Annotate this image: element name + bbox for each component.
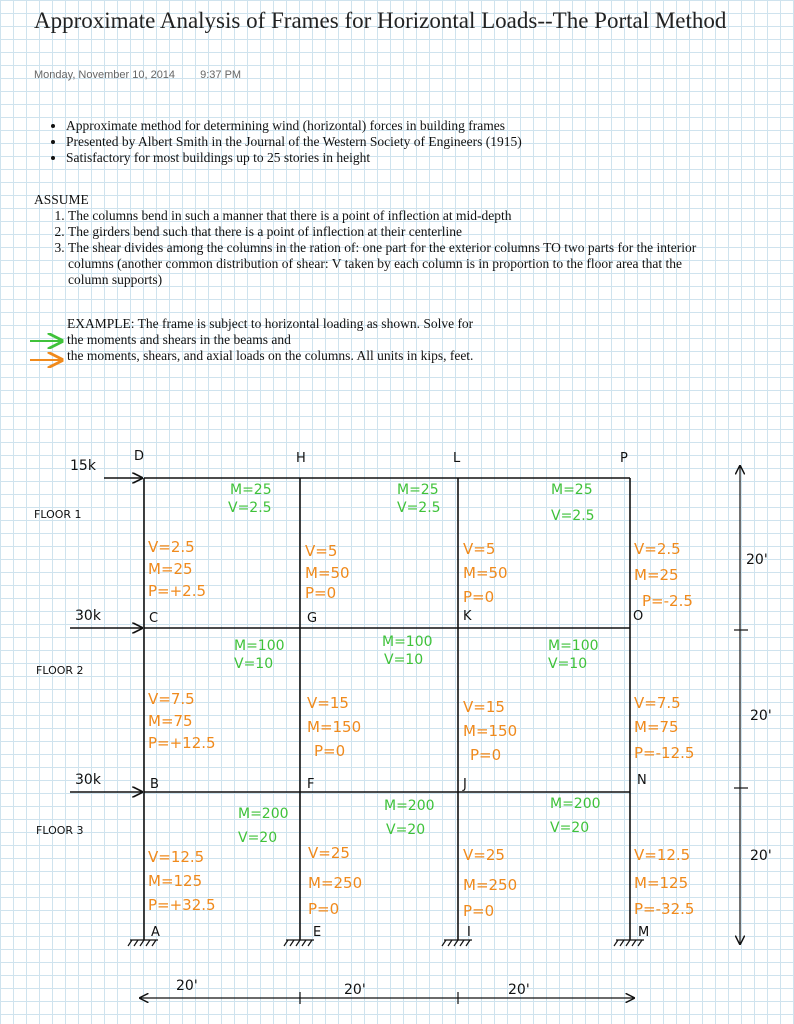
column-shear: V=5 [305, 542, 338, 560]
span-dimension [140, 992, 634, 1004]
fixed-support-icon [284, 940, 314, 946]
beam-moment: M=25 [551, 482, 593, 498]
node-label: L [453, 451, 461, 466]
column-shear: V=5 [463, 540, 496, 558]
load-label: 30k [75, 772, 101, 788]
beam-moment: M=100 [382, 634, 433, 650]
fixed-support-icon [128, 940, 158, 946]
beam-shear: V=10 [548, 656, 588, 672]
column-shear: V=25 [308, 844, 350, 862]
node-label: M [638, 925, 650, 940]
node-label: C [149, 611, 159, 626]
column-axial: P=0 [463, 902, 495, 920]
bullet-item: • Approximate method for determining wind (horizontal) forces in building frames [66, 118, 522, 134]
column-axial: P=0 [314, 742, 346, 760]
height-dimension [734, 466, 748, 944]
column-moment: M=250 [308, 874, 363, 892]
load-label: 15k [70, 458, 96, 474]
fixed-supports [128, 940, 644, 946]
column-moment: M=250 [463, 876, 518, 894]
beam-shear: V=2.5 [551, 508, 595, 524]
node-label: A [151, 925, 160, 940]
beam-shear: V=20 [238, 830, 278, 846]
assume-item: 1. The columns bend in such a manner that there is a point of inflection at mid-depth [68, 208, 718, 224]
beam-moment: M=25 [397, 482, 439, 498]
column-axial: P=0 [470, 746, 502, 764]
column-moment: M=150 [463, 722, 518, 740]
assume-heading: ASSUME [34, 192, 89, 207]
column-axial: P=-2.5 [642, 592, 693, 610]
span-label: 20' [176, 978, 198, 994]
load-arrows [70, 478, 142, 792]
beam-moment: M=200 [384, 798, 435, 814]
fixed-support-icon [614, 940, 644, 946]
column-moment: M=125 [634, 874, 689, 892]
column-shear: V=7.5 [634, 694, 681, 712]
span-label: 20' [344, 982, 366, 998]
beam-moment: M=25 [230, 482, 272, 498]
node-label: N [637, 773, 647, 788]
fixed-support-icon [442, 940, 472, 946]
column-shear: V=12.5 [148, 848, 205, 866]
column-moment: M=50 [463, 564, 508, 582]
node-label: G [307, 611, 318, 626]
beam-shear: V=10 [384, 652, 424, 668]
node-label: H [296, 451, 306, 466]
height-label: 20' [750, 848, 772, 864]
column-moment: M=75 [634, 718, 679, 736]
node-label: D [134, 449, 145, 464]
floor-label: FLOOR 3 [36, 824, 84, 837]
example-line-1: EXAMPLE: The frame is subject to horizontal loading as shown. Solve for [67, 316, 474, 331]
column-axial: P=-32.5 [634, 900, 695, 918]
beam-shear: V=2.5 [397, 500, 441, 516]
assume-item: 3. The shear divides among the columns in the ration of: one part for the exterior columns TO two parts for the interior columns (another common distribution of shear: V taken by each column is in proportion to the floor area that the column supports) [68, 240, 718, 288]
frame-members [144, 478, 630, 940]
beam-moment: M=100 [234, 638, 285, 654]
bullet-item: • Satisfactory for most buildings up to 25 stories in height [66, 150, 522, 166]
node-label: O [633, 609, 644, 624]
node-label: K [463, 609, 472, 624]
node-label: B [150, 777, 159, 792]
bullet-item: • Presented by Albert Smith in the Journal of the Western Society of Engineers (1915) [66, 134, 522, 150]
column-shear: V=2.5 [634, 540, 681, 558]
load-label: 30k [75, 608, 101, 624]
column-shear: V=7.5 [148, 690, 195, 708]
column-shear: V=25 [463, 846, 505, 864]
column-axial: P=+2.5 [148, 582, 207, 600]
column-shear: V=12.5 [634, 846, 691, 864]
beam-shear: V=20 [386, 822, 426, 838]
beam-shear: V=20 [550, 820, 590, 836]
column-moment: M=75 [148, 712, 193, 730]
node-label: I [467, 925, 471, 940]
column-axial: P=-12.5 [634, 744, 695, 762]
node-label: E [313, 925, 322, 940]
column-moment: M=25 [148, 560, 193, 578]
node-label: F [307, 777, 315, 792]
node-label: J [463, 777, 467, 792]
span-label: 20' [508, 982, 530, 998]
beam-moment: M=100 [548, 638, 599, 654]
floor-label: FLOOR 1 [34, 508, 82, 521]
column-axial: P=0 [308, 900, 340, 918]
beam-shear: V=10 [234, 656, 274, 672]
column-moment: M=25 [634, 566, 679, 584]
column-moment: M=150 [307, 718, 362, 736]
column-axial: P=+32.5 [148, 896, 216, 914]
column-axial: P=0 [305, 584, 337, 602]
column-axial: P=+12.5 [148, 734, 216, 752]
node-label: P [620, 451, 628, 466]
column-moment: M=125 [148, 872, 203, 890]
assume-item: 2. The girders bend such that there is a point of inflection at their centerline [68, 224, 718, 240]
example-line-2: the moments and shears in the beams and [67, 332, 291, 347]
beam-shear: V=2.5 [228, 500, 272, 516]
beam-moment: M=200 [238, 806, 289, 822]
column-axial: P=0 [463, 588, 495, 606]
column-shear: V=15 [463, 698, 505, 716]
floor-label: FLOOR 2 [36, 664, 84, 677]
beam-moment: M=200 [550, 796, 601, 812]
column-shear: V=2.5 [148, 538, 195, 556]
note-date: Monday, November 10, 2014 [34, 69, 176, 81]
height-label: 20' [746, 552, 768, 568]
page-title: Approximate Analysis of Frames for Horizontal Loads--The Portal Method [34, 8, 727, 33]
height-label: 20' [750, 708, 772, 724]
column-moment: M=50 [305, 564, 350, 582]
example-line-3: the moments, shears, and axial loads on the columns. All units in kips, feet. [67, 348, 474, 363]
note-time: 9:37 PM [200, 69, 242, 81]
column-shear: V=15 [307, 694, 349, 712]
